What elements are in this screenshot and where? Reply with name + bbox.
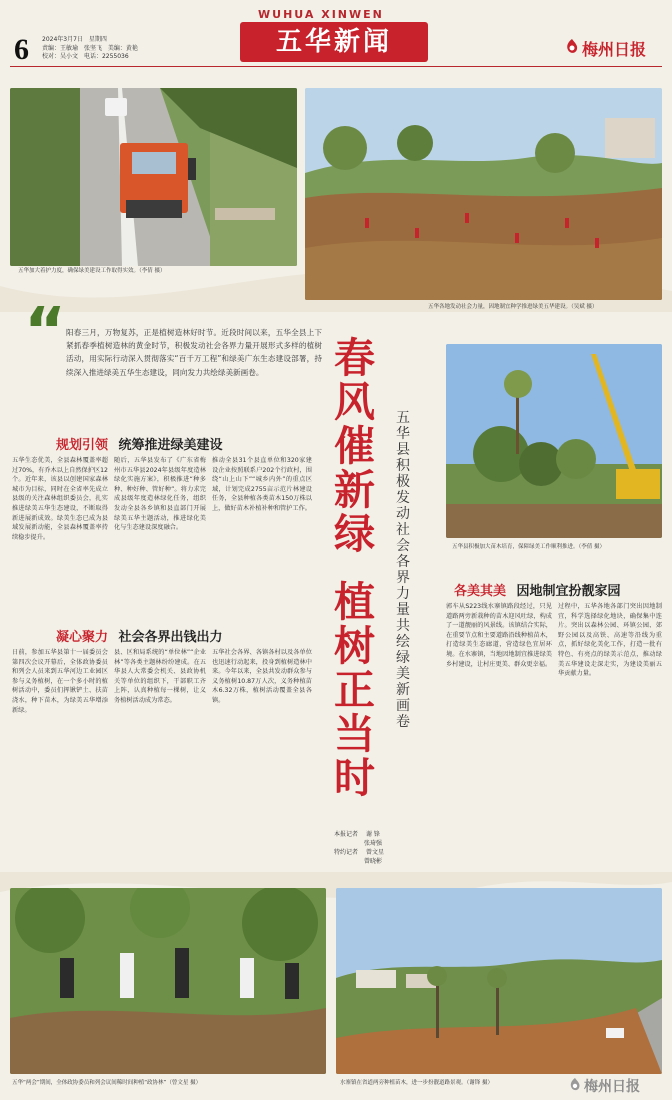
reviewer: 张坚飞 xyxy=(83,44,102,52)
section-title: 五华新闻 xyxy=(275,27,392,57)
article-deck: 五华县积极发动社会各界力量共绘绿美新画卷 xyxy=(396,410,410,730)
article-lead: 阳春三月，万物复苏，正是植树造林好时节。近段时间以来，五华全县上下紧抓春季植树造林的黄金时节，积极发动社会各界力量开展形式多样的植树活动，用实际行动深入贯彻落实“百千万工程”和绿美广东生态建设部署，持续深入推进绿美五华生态建设，同向发力共绘绿美新画卷。 xyxy=(66,328,322,377)
editor: 责编：王敏瑜 xyxy=(42,44,79,52)
photo-caption-5: 水寨镇在省道两旁种植苗木，进一步扮靓道路景观。（谢锋 摄） xyxy=(340,1080,494,1086)
headline-2: 植树正当时 xyxy=(334,578,375,802)
byline-reporter-label: 本报记者 xyxy=(334,831,359,838)
photo-road-truck xyxy=(10,88,297,266)
photo-crane-nursery xyxy=(446,344,662,538)
byline xyxy=(334,830,384,866)
footer-logo xyxy=(568,1074,668,1096)
contact-phone: 电话：2255036 xyxy=(83,53,129,60)
section-3-col-1: 郭车从S223线水寨镇路段经过，只见道路两旁新栽种的苗木迎风吐绿，构成了一道靓丽的风景线。该镇结合实际，在重要节点和主要道路沿线种植苗木，打造绿美生态廊道，营造绿色宜居环境。在水寨镇，当地因地制宜推进绿美乡村建设，让村庄更美、群众更幸福。 xyxy=(446,603,552,668)
byline-reporter-name-2: 张琦强 xyxy=(364,840,383,847)
section-1-title: 统筹推进绿美建设 xyxy=(118,438,223,453)
issue-weekday: 星期四 xyxy=(88,36,107,43)
section-2-keyword: 凝心聚力 xyxy=(56,630,109,645)
section-3-col-2: 过程中，五华各地各部门突出因地制宜，科学选择绿化地块，确保集中连片。突出以森林公园、环镇公园、郊野公园以及高铁、高速等沿线为重点，抓好绿化美化工作，打造一批有特色、有亮点的绿美示范点，推动绿美五华建设走深走实，为建设美丽五华贡献力量。 xyxy=(558,603,662,678)
byline-reporter-name: 谢 锋 xyxy=(365,831,380,838)
photo-caption-1: 五华加大着护力度，确保绿美建设工作取得实效。（李倩 摄） xyxy=(18,268,166,274)
page-number: 6 xyxy=(14,33,29,66)
crane-scene xyxy=(446,344,662,538)
section-title-block xyxy=(240,22,428,62)
roadside-scene xyxy=(336,888,662,1074)
header-divider xyxy=(10,66,662,67)
hillside-scene xyxy=(305,88,662,300)
issue-date: 2024年3月7日 xyxy=(42,36,83,43)
section-1-col-2: 随后，五华县发布了《广东省梅州市五华县2024年县级年度造林绿化实施方案》，积极推进“种多种、种好种、管好种”。将力求完成县级年度造林绿化任务，组织发动全县各乡镇和县直部门开展绿美五华主题活动，推进绿化美化与生态建设深度融合。 xyxy=(114,457,206,532)
byline-correspondent-name-2: 曾晓彬 xyxy=(364,858,383,865)
committee-scene xyxy=(10,888,326,1074)
section-2-col-2: 县、区和局系统的“单位林”“企业林”等各类主题林纷纷建成。在五华县人大常委会机关、县政协机关等单位的组织下，干部职工齐上阵，认真种植每一棵树，让义务植树活动成为常态。 xyxy=(114,649,206,704)
section-pinyin: WUHUA XINWEN xyxy=(258,8,384,21)
headline-1: 春风催新绿 xyxy=(334,334,375,558)
section-1-keyword: 规划引领 xyxy=(56,438,109,453)
photo-caption-2: 五华各地发动社会力量，因地制宜种学推进绿美五华建设。（吴斌 摄） xyxy=(428,304,598,310)
footer-paper-name: 梅州日报 xyxy=(584,1079,640,1095)
designer: 美编：黄艳 xyxy=(107,44,138,52)
byline-correspondent-label: 特约记者 xyxy=(334,849,359,856)
photo-hillside-planting xyxy=(305,88,662,300)
section-3-heading xyxy=(454,580,621,599)
byline-correspondent-name: 曾文星 xyxy=(365,849,384,856)
section-2-col-1: 日前，参加五华县第十一届委员会第四次会议开幕后，全体政协委员和列会人员来到五华河边工业园区参与义务植树，在一个多小时的植树活动中，委员们挥锹铲土、扶苗浇水，种下苗木，为绿美五华增添新绿。 xyxy=(12,649,108,714)
section-3-keyword: 各美其美 xyxy=(454,584,507,599)
section-3-title: 因地制宜扮靓家园 xyxy=(516,584,621,599)
paper-logo xyxy=(564,36,664,58)
photo-committee-planting xyxy=(10,888,326,1074)
section-1-col-1: 五华生态优美，全县森林覆盖率超过70%，有乔木以上自然保护区12个。近年来，该县以创建国家森林城市为目标，同时在全省率先成立县级的关注森林组织委员会，扎实推进绿美五华生态建设，不断取得新进展新成效。绿美生态已成为县域发展新动能，全县森林覆盖率持续稳步提升。 xyxy=(12,457,108,541)
quote-mark: “ xyxy=(24,295,67,369)
photo-caption-3: 五华县积极加大苗木培育，保障绿美工作顺利推进。（李倩 摄） xyxy=(452,544,606,550)
section-2-col-3: 五华社会各界、各镇各村以及各单位也迅速行动起来，投身到植树造林中来。今年以来，全县共发动群众参与义务植树10.87万人次，义务种植苗木6.32万株，植树活动覆盖全县各镇。 xyxy=(212,649,312,704)
proofreader: 校对：吴小文 xyxy=(42,53,79,60)
road-truck-scene xyxy=(10,88,297,266)
paper-logo-mark xyxy=(564,38,580,56)
paper-name: 梅州日报 xyxy=(582,40,647,59)
section-2-title: 社会各界出钱出力 xyxy=(118,630,223,645)
photo-roadside-trees xyxy=(336,888,662,1074)
section-2-heading xyxy=(56,626,223,645)
photo-caption-4: 五华“两会”期间，全体政协委员和列会议间稀时间种植“政协林”（曾文星 摄） xyxy=(12,1080,202,1086)
section-1-col-3: 推动全县31个县直单位和320家建设企业按照联系户202个行政村，围绕“山上山下”“城乡内外”的重点区域，计划完成2755亩示范片林建设任务，全县种植各类苗木150万株以上，做好苗木补植补种和管护工作。 xyxy=(212,457,312,512)
header-info xyxy=(42,36,138,62)
footer-logo-mark xyxy=(568,1077,582,1093)
section-1-heading xyxy=(56,434,223,453)
